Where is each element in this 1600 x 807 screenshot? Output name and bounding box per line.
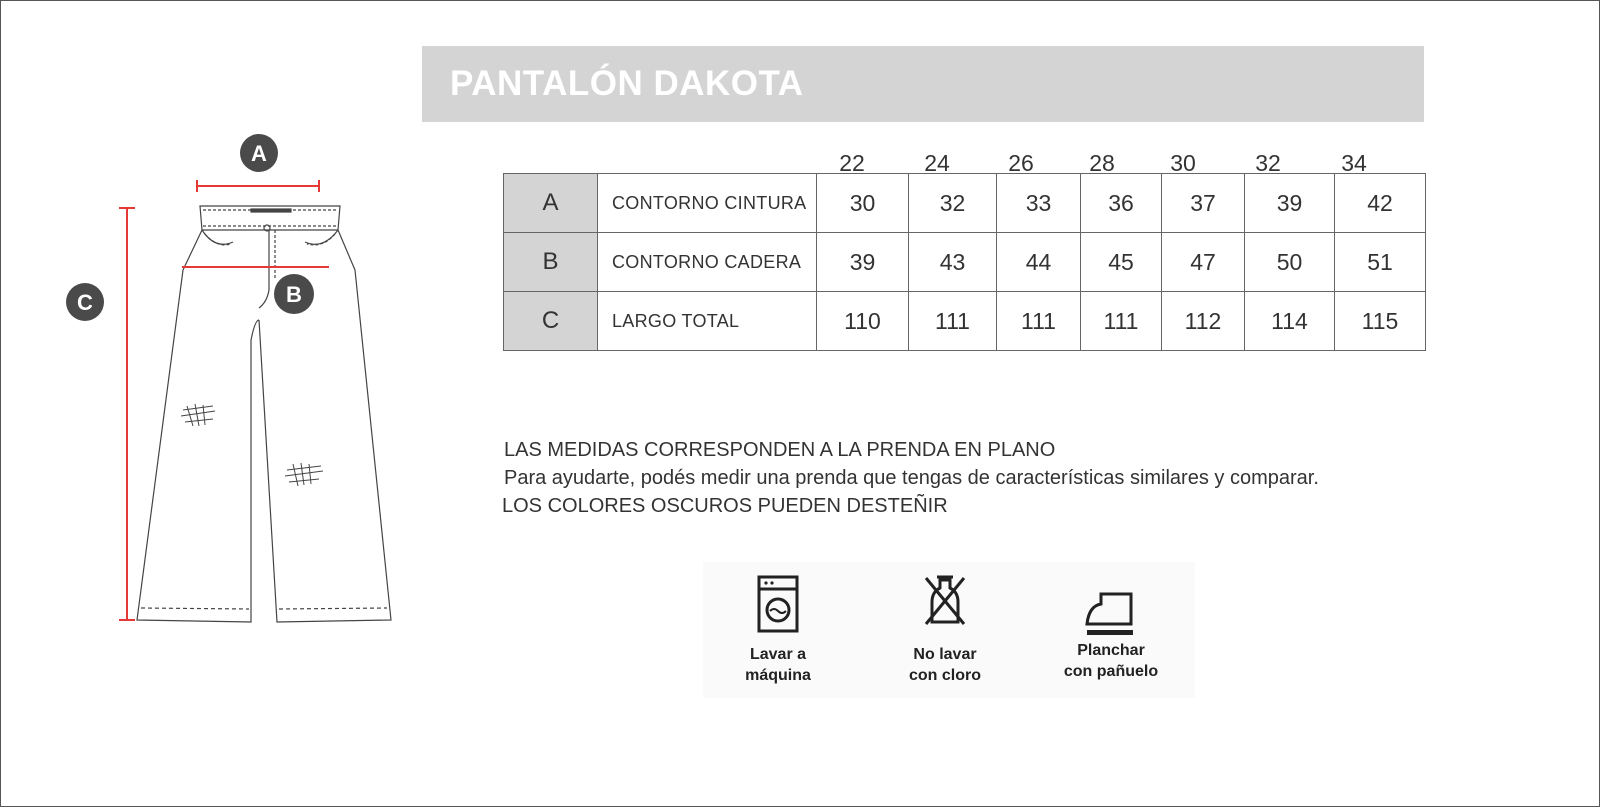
- table-cell: 111: [997, 292, 1081, 351]
- table-cell: 45: [1081, 233, 1162, 292]
- notes-block: [504, 436, 1319, 520]
- table-row: [504, 233, 1426, 292]
- table-cell: 44: [997, 233, 1081, 292]
- size-header: 22: [839, 150, 865, 176]
- svg-text:A: A: [251, 141, 267, 166]
- table-cell: 115: [1335, 292, 1426, 351]
- row-letter: A: [504, 174, 598, 233]
- row-letter: C: [504, 292, 598, 351]
- marker-c: [66, 283, 104, 321]
- table-row: [504, 292, 1426, 351]
- measure-line-c: [119, 208, 135, 620]
- iron-icon: [1083, 584, 1139, 640]
- row-label: LARGO TOTAL: [598, 292, 817, 351]
- care-label: No lavar con cloro: [908, 646, 981, 684]
- pants-outline: [137, 206, 391, 622]
- svg-text:B: B: [286, 282, 302, 307]
- table-cell: 114: [1245, 292, 1335, 351]
- table-cell: 39: [1245, 174, 1335, 233]
- care-label: Planchar con pañuelo: [1063, 642, 1159, 680]
- table-cell: 43: [909, 233, 997, 292]
- table-cell: 37: [1162, 174, 1245, 233]
- size-header: 24: [924, 150, 950, 176]
- marker-b: [274, 274, 314, 314]
- size-header: 30: [1170, 150, 1196, 176]
- table-row: [504, 174, 1426, 233]
- care-label: Lavar a máquina: [745, 646, 811, 684]
- table-cell: 39: [817, 233, 909, 292]
- table-cell: 111: [909, 292, 997, 351]
- no-bleach-icon: [920, 574, 970, 628]
- care-instructions: [703, 562, 1195, 698]
- table-cell: 111: [1081, 292, 1162, 351]
- table-cell: 32: [909, 174, 997, 233]
- note-line: Para ayudarte, podés medir una prenda que tengas de características similares y comparar.: [504, 467, 1319, 489]
- measure-line-a: [197, 180, 319, 192]
- note-line: LOS COLORES OSCUROS PUEDEN DESTEÑIR: [502, 495, 948, 517]
- care-item: [875, 574, 1015, 686]
- table-cell: 47: [1162, 233, 1245, 292]
- size-header: 34: [1341, 150, 1367, 176]
- table-cell: 51: [1335, 233, 1426, 292]
- marker-a: [240, 134, 278, 172]
- table-cell: 33: [997, 174, 1081, 233]
- table-cell: 36: [1081, 174, 1162, 233]
- pants-diagram: [55, 130, 405, 650]
- svg-text:C: C: [77, 290, 93, 315]
- row-label: CONTORNO CADERA: [598, 233, 817, 292]
- row-letter: B: [504, 233, 598, 292]
- care-item: [1041, 574, 1181, 682]
- table-cell: 30: [817, 174, 909, 233]
- note-line: LAS MEDIDAS CORRESPONDEN A LA PRENDA EN PLANO: [504, 439, 1056, 461]
- size-header: 32: [1255, 150, 1281, 176]
- table-cell: 42: [1335, 174, 1426, 233]
- size-table: [503, 173, 1426, 351]
- washing-machine-icon: [756, 574, 800, 634]
- table-cell: 50: [1245, 233, 1335, 292]
- care-item: [708, 574, 848, 686]
- page-title: PANTALÓN DAKOTA: [450, 64, 804, 103]
- size-header: 28: [1089, 150, 1115, 176]
- size-header: 26: [1008, 150, 1034, 176]
- table-cell: 112: [1162, 292, 1245, 351]
- row-label: CONTORNO CINTURA: [598, 174, 817, 233]
- table-cell: 110: [817, 292, 909, 351]
- title-bar: [422, 46, 1424, 122]
